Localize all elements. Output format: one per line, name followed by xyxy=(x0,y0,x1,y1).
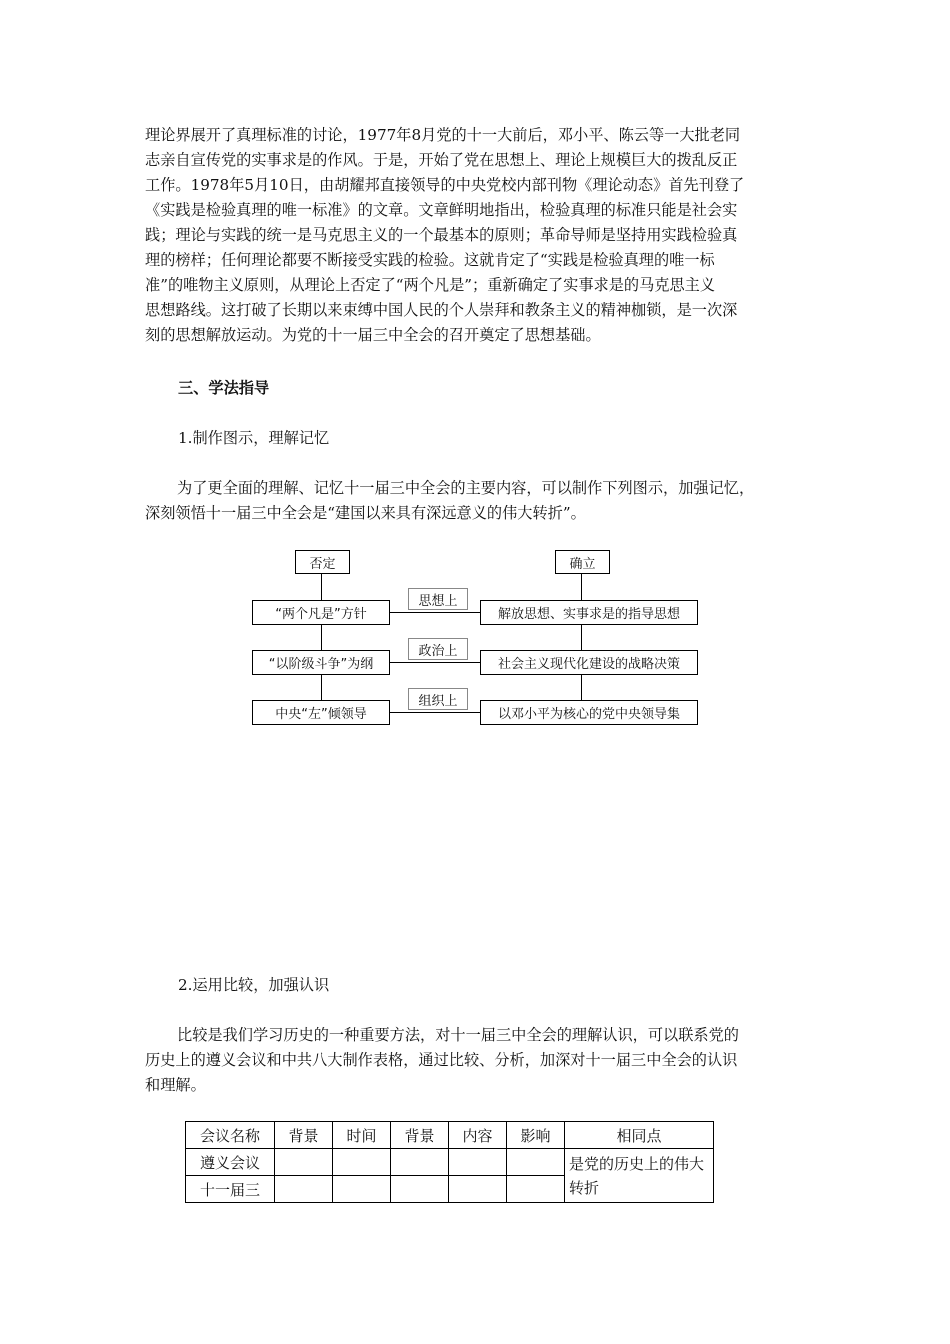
table-cell: 遵义会议 xyxy=(186,1149,275,1176)
text-line: 准”的唯物主义原则，从理论上否定了“两个凡是”；重新确定了实事求是的马克思主义 xyxy=(145,276,716,294)
text-line: 理论界展开了真理标准的讨论，1977年8月党的十一大前后，邓小平、陈云等一大批老同 xyxy=(145,126,741,144)
text-line: 比较是我们学习历史的一种重要方法，对十一届三中全会的理解认识，可以联系党的 xyxy=(177,1026,739,1044)
left-spine xyxy=(321,574,322,714)
right-spine xyxy=(581,574,582,714)
table-cell xyxy=(391,1176,449,1203)
establish-header: 确立 xyxy=(555,550,610,574)
table-cell xyxy=(275,1149,333,1176)
comparison-diagram xyxy=(250,548,702,728)
text-line: 工作。1978年5月10日，由胡耀邦直接领导的中央党校内部刊物《理论动态》首先刊登了 xyxy=(145,176,745,194)
subsection-1-paragraph xyxy=(145,476,810,526)
connector-line xyxy=(390,662,480,663)
established-item: 解放思想、实事求是的指导思想 xyxy=(480,600,698,625)
table-header-cell: 影响 xyxy=(507,1122,565,1149)
comparison-table xyxy=(185,1121,714,1203)
table-cell xyxy=(333,1176,391,1203)
same-point-cell: 是党的历史上的伟大转折 xyxy=(565,1149,714,1203)
established-item: 社会主义现代化建设的战略决策 xyxy=(480,650,698,675)
connector-line xyxy=(390,712,480,713)
negated-item: “以阶级斗争”为纲 xyxy=(252,650,390,675)
connector-label: 组织上 xyxy=(408,688,468,710)
table-header-cell: 背景 xyxy=(275,1122,333,1149)
table-cell xyxy=(333,1149,391,1176)
connector-line xyxy=(390,612,480,613)
text-line: 和理解。 xyxy=(145,1076,206,1094)
text-line: 深刻领悟十一届三中全会是“建国以来具有深远意义的伟大转折”。 xyxy=(145,504,586,522)
table-cell xyxy=(275,1176,333,1203)
text-line: 历史上的遵义会议和中共八大制作表格，通过比较、分析，加深对十一届三中全会的认识 xyxy=(145,1051,738,1069)
text-line: 《实践是检验真理的唯一标准》的文章。文章鲜明地指出，检验真理的标准只能是社会实 xyxy=(145,201,738,219)
table-header-row xyxy=(186,1122,714,1149)
section-heading: 三、学法指导 xyxy=(178,379,270,397)
subsection-2-paragraph xyxy=(145,1023,810,1098)
table-header-cell: 时间 xyxy=(333,1122,391,1149)
negate-header: 否定 xyxy=(295,550,350,574)
text-line: 刻的思想解放运动。为党的十一届三中全会的召开奠定了思想基础。 xyxy=(145,326,601,344)
table-row xyxy=(186,1149,714,1176)
text-line: 为了更全面的理解、记忆十一届三中全会的主要内容，可以制作下列图示，加强记忆， xyxy=(177,479,755,497)
text-line: 思想路线。这打破了长期以来束缚中国人民的个人崇拜和教条主义的精神枷锁，是一次深 xyxy=(145,301,738,319)
negated-item: 中央“左”倾领导 xyxy=(252,700,390,725)
text-line: 志亲自宣传党的实事求是的作风。于是，开始了党在思想上、理论上规模巨大的拨乱反正 xyxy=(145,151,738,169)
intro-paragraph xyxy=(145,123,810,348)
connector-label: 政治上 xyxy=(408,638,468,660)
table-cell: 十一届三 xyxy=(186,1176,275,1203)
table-cell xyxy=(507,1176,565,1203)
table-header-cell: 相同点 xyxy=(565,1122,714,1149)
table-header-cell: 内容 xyxy=(449,1122,507,1149)
connector-label: 思想上 xyxy=(408,588,468,610)
table-cell xyxy=(449,1149,507,1176)
table-cell xyxy=(449,1176,507,1203)
table-header-cell: 会议名称 xyxy=(186,1122,275,1149)
text-line: 理的榜样；任何理论都要不断接受实践的检验。这就肯定了“实践是检验真理的唯一标 xyxy=(145,251,715,269)
text-line: 践；理论与实践的统一是马克思主义的一个最基本的原则；革命导师是坚持用实践检验真 xyxy=(145,226,738,244)
subsection-title-2: 2.运用比较，加强认识 xyxy=(178,976,330,994)
negated-item: “两个凡是”方针 xyxy=(252,600,390,625)
table-header-cell: 背景 xyxy=(391,1122,449,1149)
subsection-title-1: 1.制作图示，理解记忆 xyxy=(178,429,330,447)
table-cell xyxy=(391,1149,449,1176)
established-item: 以邓小平为核心的党中央领导集 xyxy=(480,700,698,725)
table-cell xyxy=(507,1149,565,1176)
